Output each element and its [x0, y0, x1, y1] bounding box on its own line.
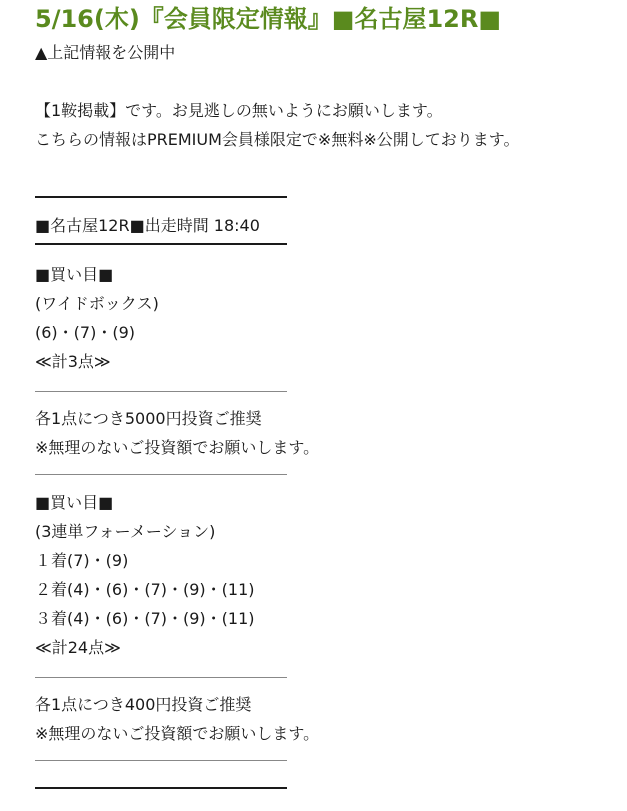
bet-note: ※無理のないご投資額でお願いします。: [35, 438, 320, 457]
article-body: [35, 0, 615, 789]
intro-line-2: こちらの情報はPREMIUM会員様限定で※無料※公開しております。: [35, 130, 520, 149]
spacer: [35, 154, 615, 196]
published-note: ▲上記情報を公開中: [35, 43, 176, 62]
spacer: [35, 392, 615, 404]
bet-heading: ■買い目■: [35, 265, 114, 284]
bet-second-place: ２着(4)・(6)・(7)・(9)・(11): [35, 580, 255, 599]
spacer: [35, 662, 615, 677]
bet-first-place: １着(7)・(9): [35, 551, 129, 570]
page-title: 5/16(木)『会員限定情報』■名古屋12R■: [35, 5, 502, 33]
spacer: [35, 376, 615, 391]
spacer: [35, 475, 615, 488]
bet-third-place: ３着(4)・(6)・(7)・(9)・(11): [35, 609, 255, 628]
bet-block-1: [35, 260, 615, 376]
bet-combination: (6)・(7)・(9): [35, 323, 135, 342]
bet-note: ※無理のないご投資額でお願いします。: [35, 724, 320, 743]
race-info: ■名古屋12R■出走時間 18:40: [35, 216, 260, 235]
spacer: [35, 678, 615, 690]
spacer: [35, 67, 615, 96]
bet-total: ≪計3点≫: [35, 352, 111, 371]
bet-total: ≪計24点≫: [35, 638, 121, 657]
bet-stake: 各1点につき400円投資ご推奨: [35, 695, 252, 714]
bet-stake: 各1点につき5000円投資ご推奨: [35, 409, 262, 428]
bet-type: (ワイドボックス): [35, 294, 159, 313]
spacer: [35, 761, 615, 787]
divider: [35, 787, 287, 789]
bet-type: (3連単フォーメーション): [35, 522, 216, 541]
bet-heading: ■買い目■: [35, 493, 114, 512]
spacer: [35, 198, 615, 211]
spacer: [35, 245, 615, 260]
spacer: [35, 748, 615, 760]
bet-block-2: [35, 488, 615, 662]
intro-line-1: 【1鞍掲載】です。お見逃しの無いようにお願いします。: [35, 101, 443, 120]
spacer: [35, 462, 615, 474]
